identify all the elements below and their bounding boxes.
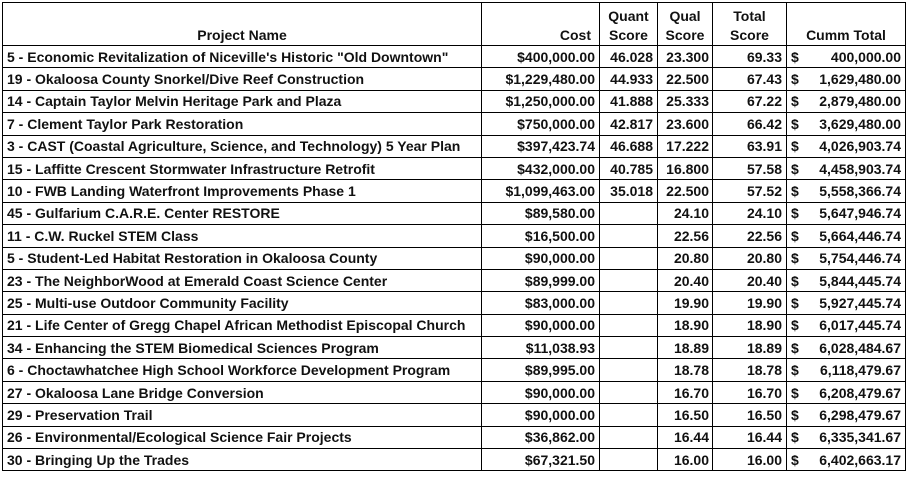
cumm-total-value: 5,844,445.74 <box>819 272 901 289</box>
qual-score-cell[interactable]: 17.222 <box>658 135 713 157</box>
qual-score-cell[interactable]: 23.300 <box>658 46 713 68</box>
project-name-cell[interactable]: 10 - FWB Landing Waterfront Improvements Phase 1 <box>3 180 482 202</box>
cost-cell[interactable]: $1,099,463.00 <box>482 180 600 202</box>
qual-score-cell[interactable]: 20.40 <box>658 269 713 291</box>
quant-score-cell[interactable]: 35.018 <box>600 180 658 202</box>
project-name-cell[interactable]: 30 - Bringing Up the Trades <box>3 449 482 471</box>
cumm-total-value: 6,118,479.67 <box>820 362 901 379</box>
cumm-total-value: 5,754,446.74 <box>819 250 901 267</box>
quant-score-cell[interactable] <box>600 247 658 269</box>
cumm-total-cell[interactable] <box>787 180 906 202</box>
cumm-total-value: 6,402,663.17 <box>819 451 901 468</box>
table-row <box>3 90 906 112</box>
table-row <box>3 225 906 247</box>
total-score-cell[interactable]: 18.89 <box>713 337 787 359</box>
total-score-cell[interactable]: 57.58 <box>713 157 787 179</box>
qual-score-cell[interactable]: 22.500 <box>658 180 713 202</box>
table-row <box>3 292 906 314</box>
currency-symbol: $ <box>791 227 799 244</box>
project-name-cell[interactable]: 25 - Multi-use Outdoor Community Facility <box>3 292 482 314</box>
cumm-total-cell[interactable] <box>787 247 906 269</box>
table-body <box>3 3 906 471</box>
total-score-cell[interactable]: 16.50 <box>713 404 787 426</box>
qual-score-cell[interactable]: 25.333 <box>658 90 713 112</box>
cost-cell[interactable]: $400,000.00 <box>482 46 600 68</box>
total-score-cell[interactable]: 22.56 <box>713 225 787 247</box>
project-name-cell[interactable]: 34 - Enhancing the STEM Biomedical Sciences Program <box>3 337 482 359</box>
cumm-total-cell[interactable] <box>787 292 906 314</box>
quant-score-cell[interactable]: 46.028 <box>600 46 658 68</box>
project-name-cell[interactable]: 5 - Student-Led Habitat Restoration in Okaloosa County <box>3 247 482 269</box>
table-row <box>3 381 906 403</box>
cumm-total-value: 5,927,445.74 <box>819 294 901 311</box>
qual-score-cell[interactable]: 20.80 <box>658 247 713 269</box>
project-name-cell[interactable]: 29 - Preservation Trail <box>3 404 482 426</box>
table-row <box>3 157 906 179</box>
cost-cell[interactable]: $89,995.00 <box>482 359 600 381</box>
total-score-cell[interactable]: 18.78 <box>713 359 787 381</box>
quant-score-cell[interactable]: 41.888 <box>600 90 658 112</box>
qual-score-cell[interactable]: 16.44 <box>658 426 713 448</box>
total-score-cell[interactable]: 18.90 <box>713 314 787 336</box>
project-name-cell[interactable]: 21 - Life Center of Gregg Chapel African Methodist Episcopal Church <box>3 314 482 336</box>
table-row <box>3 202 906 224</box>
quant-score-cell[interactable] <box>600 292 658 314</box>
cumm-total-cell[interactable] <box>787 359 906 381</box>
total-score-cell[interactable]: 16.70 <box>713 381 787 403</box>
total-score-cell[interactable]: 24.10 <box>713 202 787 224</box>
project-name-cell[interactable]: 11 - C.W. Ruckel STEM Class <box>3 225 482 247</box>
header-row-bottom <box>3 24 906 46</box>
cumm-total-value: 5,664,446.74 <box>819 227 901 244</box>
total-score-header-line1[interactable]: Total <box>713 3 787 25</box>
project-name-cell[interactable]: 14 - Captain Taylor Melvin Heritage Park and Plaza <box>3 90 482 112</box>
cumm-total-cell[interactable] <box>787 314 906 336</box>
quant-score-cell[interactable] <box>600 225 658 247</box>
cumm-total-value: 5,558,366.74 <box>819 183 901 200</box>
currency-symbol: $ <box>791 451 799 468</box>
total-score-cell[interactable]: 69.33 <box>713 46 787 68</box>
cost-cell[interactable]: $16,500.00 <box>482 225 600 247</box>
cost-cell[interactable]: $89,999.00 <box>482 269 600 291</box>
total-score-cell[interactable]: 16.44 <box>713 426 787 448</box>
currency-symbol: $ <box>791 93 799 110</box>
currency-symbol: $ <box>791 384 799 401</box>
cumm-total-cell[interactable] <box>787 113 906 135</box>
cumm-total-value: 4,458,903.74 <box>819 160 901 177</box>
currency-symbol: $ <box>791 362 799 379</box>
quant-score-cell[interactable] <box>600 337 658 359</box>
project-name-cell[interactable]: 15 - Laffitte Crescent Stormwater Infrastructure Retrofit <box>3 157 482 179</box>
cumm-total-value: 6,017,445.74 <box>819 317 901 334</box>
total-score-cell[interactable]: 20.80 <box>713 247 787 269</box>
cumm-total-value: 1,629,480.00 <box>819 71 901 88</box>
qual-score-cell[interactable]: 22.500 <box>658 68 713 90</box>
cumm-total-cell[interactable] <box>787 404 906 426</box>
total-score-cell[interactable]: 67.43 <box>713 68 787 90</box>
currency-symbol: $ <box>791 138 799 155</box>
cumm-total-cell[interactable] <box>787 46 906 68</box>
cost-cell[interactable]: $36,862.00 <box>482 426 600 448</box>
qual-score-cell[interactable]: 24.10 <box>658 202 713 224</box>
cumm-total-cell[interactable] <box>787 337 906 359</box>
project-name-cell[interactable]: 6 - Choctawhatchee High School Workforce Development Program <box>3 359 482 381</box>
cost-cell[interactable]: $90,000.00 <box>482 314 600 336</box>
table-row <box>3 247 906 269</box>
cumm-total-value: 2,879,480.00 <box>819 93 901 110</box>
cost-cell[interactable]: $90,000.00 <box>482 247 600 269</box>
currency-symbol: $ <box>791 183 799 200</box>
quant-score-cell[interactable] <box>600 314 658 336</box>
cost-header[interactable]: Cost <box>482 24 600 46</box>
table-row <box>3 135 906 157</box>
qual-score-cell[interactable]: 18.89 <box>658 337 713 359</box>
currency-symbol: $ <box>791 71 799 88</box>
table-row <box>3 404 906 426</box>
total-score-cell[interactable]: 57.52 <box>713 180 787 202</box>
cost-cell[interactable]: $90,000.00 <box>482 404 600 426</box>
currency-symbol: $ <box>791 272 799 289</box>
table-row <box>3 359 906 381</box>
qual-score-header-line2[interactable]: Score <box>658 24 713 46</box>
currency-symbol: $ <box>791 250 799 267</box>
currency-symbol: $ <box>791 429 799 446</box>
cumm-total-cell[interactable] <box>787 269 906 291</box>
qual-score-header-line1[interactable]: Qual <box>658 3 713 25</box>
project-name-cell[interactable]: 19 - Okaloosa County Snorkel/Dive Reef Construction <box>3 68 482 90</box>
currency-symbol: $ <box>791 339 799 356</box>
cumm-total-header[interactable]: Cumm Total <box>787 24 906 46</box>
quant-score-cell[interactable]: 42.817 <box>600 113 658 135</box>
cumm-total-cell[interactable] <box>787 157 906 179</box>
quant-score-cell[interactable]: 44.933 <box>600 68 658 90</box>
qual-score-cell[interactable]: 16.800 <box>658 157 713 179</box>
quant-score-cell[interactable] <box>600 381 658 403</box>
qual-score-cell[interactable]: 16.50 <box>658 404 713 426</box>
quant-score-cell[interactable]: 46.688 <box>600 135 658 157</box>
project-name-header[interactable]: Project Name <box>3 24 482 46</box>
project-name-cell[interactable]: 26 - Environmental/Ecological Science Fair Projects <box>3 426 482 448</box>
cost-cell[interactable]: $11,038.93 <box>482 337 600 359</box>
project-name-header-cell-top[interactable] <box>3 3 482 25</box>
quant-score-cell[interactable] <box>600 426 658 448</box>
total-score-header-line2[interactable]: Score <box>713 24 787 46</box>
currency-symbol: $ <box>791 294 799 311</box>
table-row <box>3 337 906 359</box>
currency-symbol: $ <box>791 48 799 65</box>
total-score-cell[interactable]: 16.00 <box>713 449 787 471</box>
project-ranking-table <box>2 2 906 471</box>
cumm-total-cell[interactable] <box>787 225 906 247</box>
quant-score-cell[interactable] <box>600 269 658 291</box>
currency-symbol: $ <box>791 115 799 132</box>
quant-score-cell[interactable] <box>600 449 658 471</box>
cumm-total-value: 5,647,946.74 <box>819 205 901 222</box>
cumm-total-value: 4,026,903.74 <box>819 138 901 155</box>
qual-score-cell[interactable]: 16.70 <box>658 381 713 403</box>
cumm-total-value: 6,298,479.67 <box>819 406 901 423</box>
cumm-total-cell[interactable] <box>787 381 906 403</box>
project-name-cell[interactable]: 23 - The NeighborWood at Emerald Coast Science Center <box>3 269 482 291</box>
cost-cell[interactable]: $89,580.00 <box>482 202 600 224</box>
currency-symbol: $ <box>791 205 799 222</box>
currency-symbol: $ <box>791 406 799 423</box>
cumm-total-value: 400,000.00 <box>830 48 901 65</box>
table-row <box>3 314 906 336</box>
header-row-top <box>3 3 906 25</box>
quant-score-cell[interactable] <box>600 404 658 426</box>
cost-cell[interactable]: $83,000.00 <box>482 292 600 314</box>
cumm-total-cell[interactable] <box>787 68 906 90</box>
cumm-total-value: 6,208,479.67 <box>819 384 901 401</box>
table-row <box>3 426 906 448</box>
cost-cell[interactable]: $1,229,480.00 <box>482 68 600 90</box>
cost-cell[interactable]: $1,250,000.00 <box>482 90 600 112</box>
qual-score-cell[interactable]: 23.600 <box>658 113 713 135</box>
total-score-cell[interactable]: 63.91 <box>713 135 787 157</box>
project-name-cell[interactable]: 5 - Economic Revitalization of Niceville's Historic "Old Downtown" <box>3 46 482 68</box>
total-score-cell[interactable]: 66.42 <box>713 113 787 135</box>
table-row <box>3 113 906 135</box>
project-name-cell[interactable]: 45 - Gulfarium C.A.R.E. Center RESTORE <box>3 202 482 224</box>
cumm-total-value: 6,335,341.67 <box>819 429 901 446</box>
table-row <box>3 180 906 202</box>
cost-cell[interactable]: $397,423.74 <box>482 135 600 157</box>
quant-score-cell[interactable]: 40.785 <box>600 157 658 179</box>
cumm-total-header-cell-top[interactable] <box>787 3 906 25</box>
qual-score-cell[interactable]: 18.78 <box>658 359 713 381</box>
cumm-total-value: 3,629,480.00 <box>819 115 901 132</box>
cumm-total-cell[interactable] <box>787 135 906 157</box>
cost-cell[interactable]: $432,000.00 <box>482 157 600 179</box>
cost-cell[interactable]: $90,000.00 <box>482 381 600 403</box>
project-name-cell[interactable]: 7 - Clement Taylor Park Restoration <box>3 113 482 135</box>
currency-symbol: $ <box>791 317 799 334</box>
cumm-total-cell[interactable] <box>787 202 906 224</box>
table-row <box>3 68 906 90</box>
qual-score-cell[interactable]: 18.90 <box>658 314 713 336</box>
quant-score-cell[interactable] <box>600 359 658 381</box>
cost-cell[interactable]: $67,321.50 <box>482 449 600 471</box>
total-score-cell[interactable]: 20.40 <box>713 269 787 291</box>
cumm-total-cell[interactable] <box>787 90 906 112</box>
qual-score-cell[interactable]: 19.90 <box>658 292 713 314</box>
total-score-cell[interactable]: 19.90 <box>713 292 787 314</box>
quant-score-header-line2[interactable]: Score <box>600 24 658 46</box>
project-name-cell[interactable]: 3 - CAST (Coastal Agriculture, Science, and Technology) 5 Year Plan <box>3 135 482 157</box>
currency-symbol: $ <box>791 160 799 177</box>
quant-score-cell[interactable] <box>600 202 658 224</box>
cumm-total-value: 6,028,484.67 <box>819 339 901 356</box>
qual-score-cell[interactable]: 22.56 <box>658 225 713 247</box>
project-name-cell[interactable]: 27 - Okaloosa Lane Bridge Conversion <box>3 381 482 403</box>
table-row <box>3 449 906 471</box>
cumm-total-cell[interactable] <box>787 426 906 448</box>
cumm-total-cell[interactable] <box>787 449 906 471</box>
cost-cell[interactable]: $750,000.00 <box>482 113 600 135</box>
qual-score-cell[interactable]: 16.00 <box>658 449 713 471</box>
total-score-cell[interactable]: 67.22 <box>713 90 787 112</box>
table-row <box>3 46 906 68</box>
quant-score-header-line1[interactable]: Quant <box>600 3 658 25</box>
table-row <box>3 269 906 291</box>
cost-header-cell-top[interactable] <box>482 3 600 25</box>
